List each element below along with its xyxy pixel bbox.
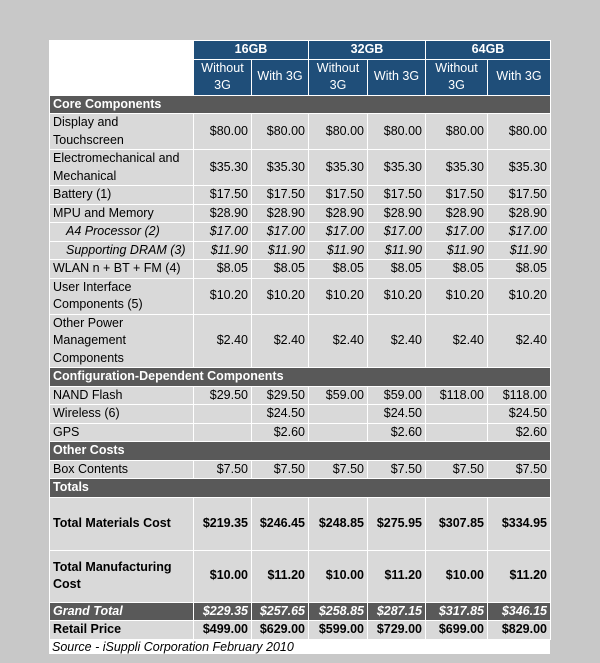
total-cell: $248.85 [309,497,368,550]
total-cell: $334.95 [488,497,551,550]
cost-cell: $17.00 [252,223,309,242]
total-cell: $258.85 [309,602,368,621]
table-row [50,186,551,205]
cost-cell: $28.90 [252,204,309,223]
cost-cell: $7.50 [488,460,551,479]
total-cell: $246.45 [252,497,309,550]
cost-cell: $7.50 [426,460,488,479]
cost-cell: $17.50 [194,186,252,205]
cost-cell: $7.50 [194,460,252,479]
table-row [50,223,551,242]
total-cell: $729.00 [368,621,426,640]
total-row-retail [50,621,551,640]
section-header: Totals [50,479,551,498]
cost-table [49,40,551,640]
capacity-header-64gb: 64GB [426,41,551,60]
cost-cell: $35.30 [368,150,426,186]
cost-cell: $2.40 [426,314,488,368]
row-label: NAND Flash [50,386,194,405]
total-label: Retail Price [50,621,194,640]
cost-cell: $17.50 [368,186,426,205]
row-label: GPS [50,423,194,442]
cost-cell: $8.05 [426,260,488,279]
total-row-grand [50,602,551,621]
source-note: Source - iSuppli Corporation February 2010 [49,640,550,654]
cost-cell: $35.30 [309,150,368,186]
cost-cell: $35.30 [488,150,551,186]
total-label: Grand Total [50,602,194,621]
cost-cell: $7.50 [368,460,426,479]
row-label: User Interface Components (5) [50,278,194,314]
cost-cell: $11.90 [252,241,309,260]
total-cell: $829.00 [488,621,551,640]
total-cell: $10.00 [309,550,368,602]
total-cell: $10.00 [194,550,252,602]
cost-cell: $8.05 [309,260,368,279]
cost-cell: $11.90 [426,241,488,260]
cost-cell [309,405,368,424]
table-row [50,260,551,279]
section-header: Other Costs [50,442,551,461]
total-label: Total Materials Cost [50,497,194,550]
subheader-without-3g: Without 3G [194,59,252,95]
total-cell: $699.00 [426,621,488,640]
cost-cell: $24.50 [252,405,309,424]
total-cell: $11.20 [252,550,309,602]
cost-cell: $2.60 [252,423,309,442]
cost-cell: $80.00 [194,114,252,150]
cost-cell: $80.00 [426,114,488,150]
total-cell: $11.20 [488,550,551,602]
total-cell: $317.85 [426,602,488,621]
table-row [50,314,551,368]
cost-cell: $2.60 [368,423,426,442]
cost-cell: $17.00 [488,223,551,242]
cost-cell: $35.30 [426,150,488,186]
row-label: Supporting DRAM (3) [50,241,194,260]
cost-cell [194,405,252,424]
table-row [50,386,551,405]
cost-cell: $17.50 [488,186,551,205]
cost-cell: $11.90 [194,241,252,260]
table-row [50,114,551,150]
cost-cell: $10.20 [194,278,252,314]
cost-cell: $17.00 [309,223,368,242]
cost-cell: $10.20 [309,278,368,314]
total-row-materials [50,497,551,550]
row-label: WLAN n + BT + FM (4) [50,260,194,279]
row-label: MPU and Memory [50,204,194,223]
cost-cell: $80.00 [252,114,309,150]
total-cell: $219.35 [194,497,252,550]
total-label: Total Manufacturing Cost [50,550,194,602]
row-label: Battery (1) [50,186,194,205]
cost-cell: $28.90 [368,204,426,223]
subheader-without-3g: Without 3G [426,59,488,95]
table-row [50,405,551,424]
cost-cell: $2.40 [309,314,368,368]
cost-cell [426,423,488,442]
cost-cell: $10.20 [426,278,488,314]
total-cell: $629.00 [252,621,309,640]
cost-cell: $7.50 [252,460,309,479]
capacity-header-16gb: 16GB [194,41,309,60]
cost-cell: $2.40 [194,314,252,368]
cost-cell: $59.00 [309,386,368,405]
cost-cell: $28.90 [426,204,488,223]
section-header: Core Components [50,95,551,114]
cost-cell: $28.90 [309,204,368,223]
cost-cell: $17.50 [309,186,368,205]
cost-cell: $17.50 [426,186,488,205]
corner-blank-cell [50,41,194,96]
cost-cell: $2.40 [252,314,309,368]
cost-cell: $29.50 [252,386,309,405]
table-row [50,241,551,260]
total-cell: $287.15 [368,602,426,621]
total-cell: $599.00 [309,621,368,640]
cost-cell: $8.05 [252,260,309,279]
total-cell: $229.35 [194,602,252,621]
cost-cell: $10.20 [488,278,551,314]
cost-cell [309,423,368,442]
capacity-header-32gb: 32GB [309,41,426,60]
subheader-with-3g: With 3G [252,59,309,95]
cost-cell: $29.50 [194,386,252,405]
table-row [50,278,551,314]
row-label: Display and Touchscreen [50,114,194,150]
cost-cell [194,423,252,442]
cost-cell: $28.90 [488,204,551,223]
cost-cell: $2.40 [488,314,551,368]
row-label: A4 Processor (2) [50,223,194,242]
cost-cell: $8.05 [194,260,252,279]
subheader-without-3g: Without 3G [309,59,368,95]
cost-cell: $35.30 [252,150,309,186]
cost-cell: $80.00 [309,114,368,150]
cost-cell: $11.90 [488,241,551,260]
cost-cell: $24.50 [488,405,551,424]
row-label: Electromechanical and Mechanical [50,150,194,186]
cost-cell: $17.50 [252,186,309,205]
total-cell: $307.85 [426,497,488,550]
subheader-with-3g: With 3G [368,59,426,95]
cost-cell: $7.50 [309,460,368,479]
cost-cell: $10.20 [368,278,426,314]
cost-breakdown-sheet [49,40,550,654]
cost-cell: $17.00 [368,223,426,242]
section-header: Configuration-Dependent Components [50,368,551,387]
total-row-manufacturing [50,550,551,602]
cost-cell: $118.00 [426,386,488,405]
table-row [50,460,551,479]
cost-cell: $8.05 [488,260,551,279]
cost-cell: $8.05 [368,260,426,279]
cost-cell: $17.00 [426,223,488,242]
total-cell: $11.20 [368,550,426,602]
row-label: Wireless (6) [50,405,194,424]
cost-cell: $11.90 [309,241,368,260]
subheader-with-3g: With 3G [488,59,551,95]
cost-cell: $28.90 [194,204,252,223]
cost-cell: $10.20 [252,278,309,314]
cost-cell: $2.60 [488,423,551,442]
row-label: Other Power Management Components [50,314,194,368]
cost-cell: $17.00 [194,223,252,242]
table-row [50,423,551,442]
total-cell: $275.95 [368,497,426,550]
table-row [50,204,551,223]
total-cell: $10.00 [426,550,488,602]
row-label: Box Contents [50,460,194,479]
cost-cell: $35.30 [194,150,252,186]
total-cell: $257.65 [252,602,309,621]
cost-cell: $80.00 [488,114,551,150]
total-cell: $499.00 [194,621,252,640]
cost-cell: $59.00 [368,386,426,405]
cost-cell: $11.90 [368,241,426,260]
cost-cell: $118.00 [488,386,551,405]
cost-cell: $24.50 [368,405,426,424]
cost-cell: $2.40 [368,314,426,368]
total-cell: $346.15 [488,602,551,621]
table-row [50,150,551,186]
cost-cell [426,405,488,424]
cost-cell: $80.00 [368,114,426,150]
